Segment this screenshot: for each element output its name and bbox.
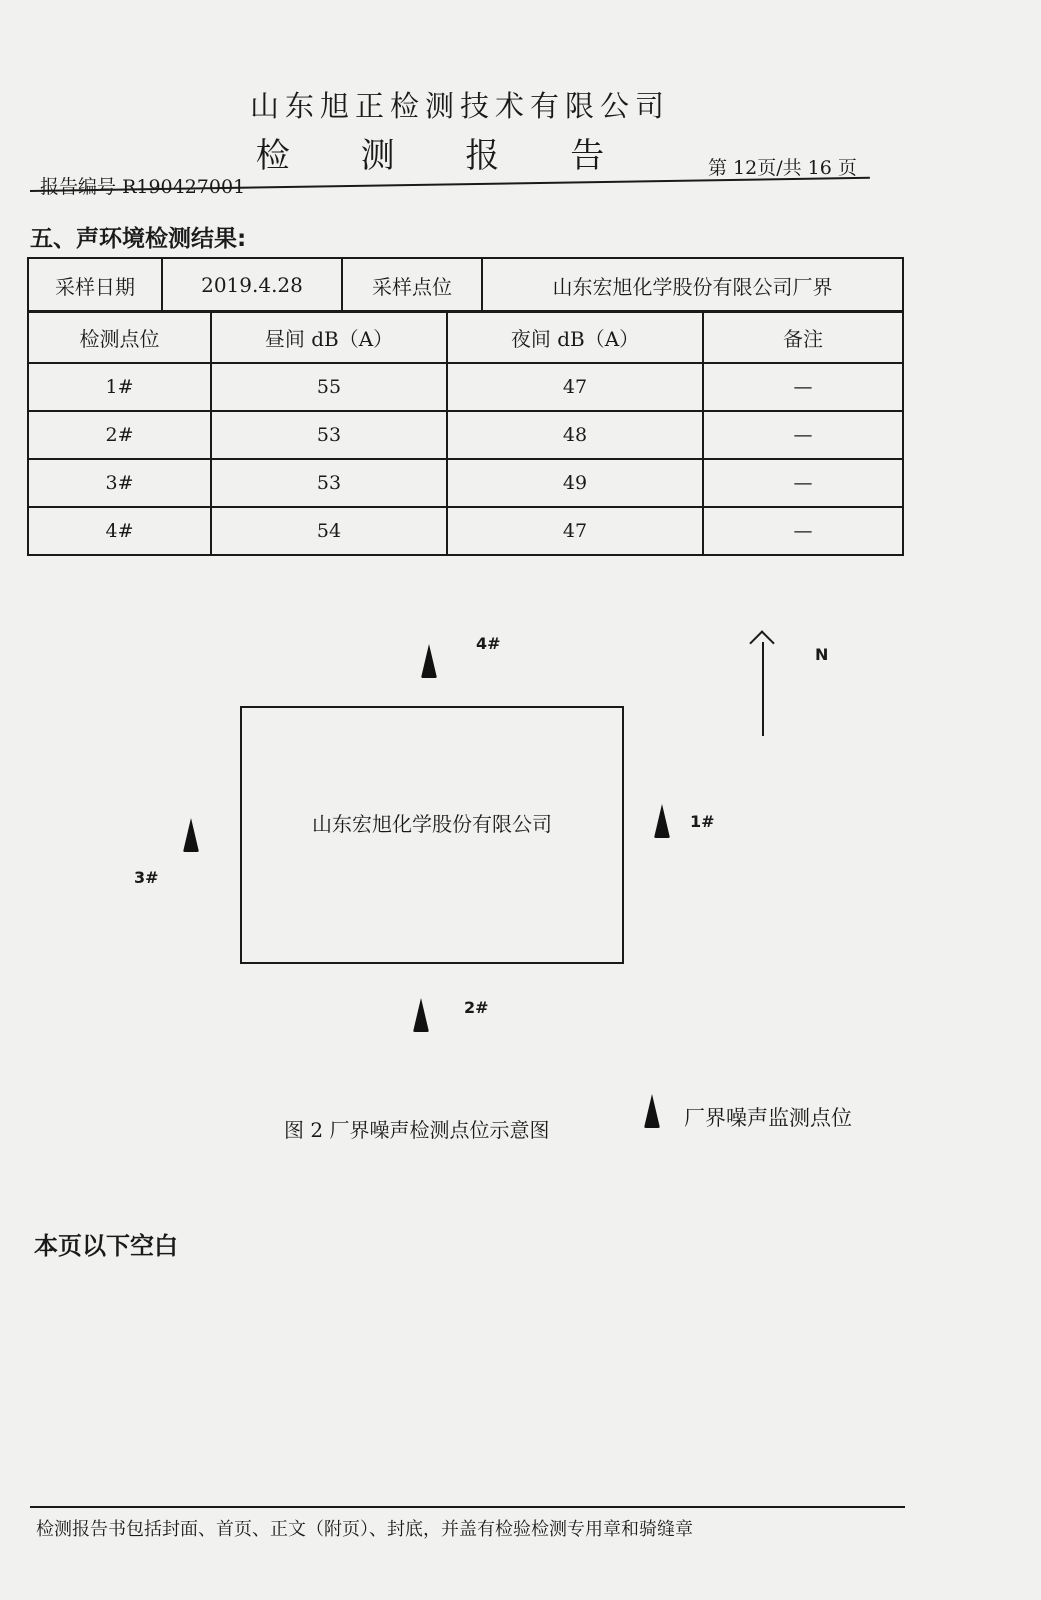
- sampling-site-value: 山东宏旭化学股份有限公司厂界: [482, 258, 903, 312]
- factory-outline: [240, 706, 624, 964]
- cell-remark: —: [703, 507, 903, 555]
- sampling-info-table: [27, 257, 904, 313]
- table-row: [28, 507, 903, 555]
- north-arrow-icon: [749, 630, 774, 655]
- cell-remark: —: [703, 363, 903, 411]
- sampling-date-label: 采样日期: [28, 258, 162, 312]
- sampling-date-value: 2019.4.28: [162, 258, 342, 312]
- cell-point: 4#: [28, 507, 211, 555]
- page-number: 第 12页/共 16 页: [708, 157, 857, 179]
- footer-note: 检测报告书包括封面、首页、正文（附页）、封底，并盖有检验检测专用章和骑缝章: [36, 1519, 693, 1540]
- table-row: [28, 363, 903, 411]
- monitoring-point-3-label: 3#: [134, 868, 159, 887]
- sampling-site-label: 采样点位: [342, 258, 482, 312]
- table-row: [28, 411, 903, 459]
- cell-day: 55: [211, 363, 447, 411]
- monitoring-point-1-marker: [654, 804, 670, 838]
- north-label: N: [815, 645, 829, 664]
- cell-remark: —: [703, 459, 903, 507]
- monitoring-point-2-marker: [413, 998, 429, 1032]
- report-number-label: 报告编号: [40, 176, 117, 198]
- monitoring-point-2-label: 2#: [464, 998, 489, 1017]
- monitoring-point-4-label: 4#: [476, 634, 501, 653]
- cell-day: 53: [211, 459, 447, 507]
- cell-remark: —: [703, 411, 903, 459]
- factory-name: 山东宏旭化学股份有限公司: [312, 812, 552, 836]
- table-header-row: [28, 311, 903, 363]
- cell-night: 48: [447, 411, 703, 459]
- cell-night: 47: [447, 363, 703, 411]
- footer-divider: [30, 1506, 905, 1508]
- col-header-night: 夜间 dB（A）: [447, 311, 703, 363]
- figure-caption: 图 2 厂界噪声检测点位示意图: [284, 1118, 550, 1142]
- cell-point: 2#: [28, 411, 211, 459]
- col-header-point: 检测点位: [28, 311, 211, 363]
- noise-results-table: [27, 310, 904, 556]
- table-row: [28, 459, 903, 507]
- col-header-day: 昼间 dB（A）: [211, 311, 447, 363]
- company-name: 山东旭正检测技术有限公司: [249, 89, 670, 123]
- report-title: 检 测 报 告: [255, 136, 635, 176]
- section-title: 五、声环境检测结果:: [30, 226, 247, 252]
- cell-day: 54: [211, 507, 447, 555]
- cell-point: 1#: [28, 363, 211, 411]
- monitoring-point-3-marker: [183, 818, 199, 852]
- cell-point: 3#: [28, 459, 211, 507]
- cell-night: 49: [447, 459, 703, 507]
- legend-label: 厂界噪声监测点位: [684, 1106, 852, 1130]
- cell-night: 47: [447, 507, 703, 555]
- blank-below-note: 本页以下空白: [34, 1232, 178, 1260]
- legend-marker-icon: [644, 1094, 660, 1128]
- report-number: [40, 172, 245, 199]
- col-header-remark: 备注: [703, 311, 903, 363]
- north-arrow-shaft: [762, 642, 764, 736]
- cell-day: 53: [211, 411, 447, 459]
- report-number-value: R190427001: [122, 176, 246, 198]
- monitoring-point-4-marker: [421, 644, 437, 678]
- monitoring-point-1-label: 1#: [690, 812, 715, 831]
